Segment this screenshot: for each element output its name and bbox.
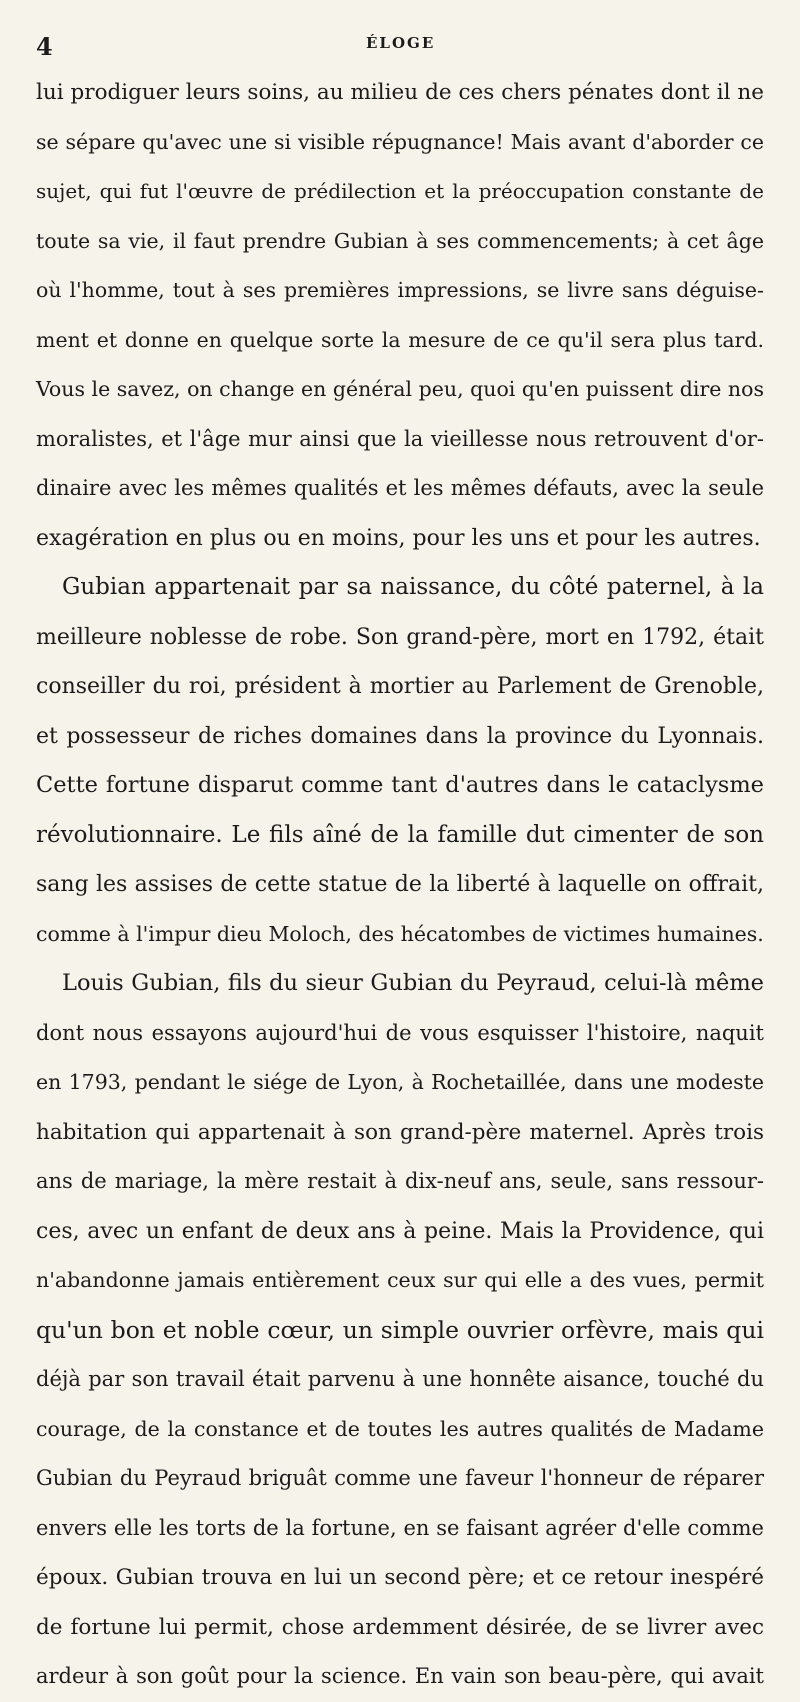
text-line: Cette fortune disparut comme tant d'autres dans le cataclysme [36, 772, 764, 798]
running-title: ÉLOGE [366, 34, 436, 52]
text-line: envers elle les torts de la fortune, en se faisant agréer d'elle comme [36, 1515, 764, 1540]
text-line: meilleure noblesse de robe. Son grand-père, mort en 1792, était [36, 624, 764, 650]
text-line: ans de mariage, la mère restait à dix-neuf ans, seule, sans ressour- [36, 1169, 764, 1193]
text-line: toute sa vie, il faut prendre Gubian à ses commencements; à cet âge [36, 228, 764, 253]
paragraph [36, 68, 764, 563]
text-line: et possesseur de riches domaines dans la province du Lyonnais. [36, 723, 764, 749]
text-line: ces, avec un enfant de deux ans à peine. Mais la Providence, qui [36, 1218, 764, 1244]
text-line: de fortune lui permit, chose ardemment désirée, de se livrer avec [36, 1614, 764, 1640]
text-line: déjà par son travail était parvenu à une honnête aisance, touché du [36, 1367, 764, 1391]
text-line: Vous le savez, on change en général peu, quoi qu'en puissent dire nos [36, 377, 764, 401]
text-line: habitation qui appartenait à son grand-père maternel. Après trois [36, 1119, 764, 1145]
text-line: dinaire avec les mêmes qualités et les mêmes défauts, avec la seule [36, 476, 764, 500]
page-header [36, 28, 764, 62]
text-line: sujet, qui fut l'œuvre de prédilection et la préoccupation constante de [36, 179, 764, 203]
text-line: Gubian appartenait par sa naissance, du côté paternel, à la [62, 574, 764, 600]
text-line: dont nous essayons aujourd'hui de vous esquisser l'histoire, naquit [36, 1020, 764, 1045]
text-line: époux. Gubian trouva en lui un second père; et ce retour inespéré [36, 1565, 764, 1590]
text-line: Gubian du Peyraud briguât comme une faveur l'honneur de réparer [36, 1466, 764, 1490]
text-line: où l'homme, tout à ses premières impressions, se livre sans déguise- [36, 278, 764, 302]
text-line: Louis Gubian, fils du sieur Gubian du Peyraud, celui-là même [62, 970, 764, 996]
text-line: courage, de la constance et de toutes les autres qualités de Madame [36, 1416, 764, 1441]
text-line: comme à l'impur dieu Moloch, des hécatombes de victimes humaines. [36, 921, 764, 946]
paragraph [36, 563, 764, 959]
paragraph [36, 959, 764, 1702]
text-line: ment et donne en quelque sorte la mesure de ce qu'il sera plus tard. [36, 327, 764, 352]
page-number: 4 [36, 32, 53, 61]
text-line: révolutionnaire. Le fils aîné de la famille dut cimenter de son [36, 821, 764, 848]
text-line: moralistes, et l'âge mur ainsi que la vieillesse nous retrouvent d'or- [36, 426, 764, 451]
text-line: n'abandonne jamais entièrement ceux sur qui elle a des vues, permit [36, 1268, 764, 1292]
text-line: ardeur à son goût pour la science. En vain son beau-père, qui avait [36, 1664, 764, 1688]
text-line: qu'un bon et noble cœur, un simple ouvrier orfèvre, mais qui [36, 1315, 764, 1344]
body-text [36, 68, 764, 1702]
text-line: se sépare qu'avec une si visible répugnance! Mais avant d'aborder ce [36, 129, 764, 154]
text-line: lui prodiguer leurs soins, au milieu de ces chers pénates dont il ne [36, 80, 764, 105]
text-line: sang les assises de cette statue de la liberté à laquelle on offrait, [36, 872, 764, 897]
text-line: conseiller du roi, président à mortier au Parlement de Grenoble, [36, 674, 764, 699]
text-line: en 1793, pendant le siége de Lyon, à Rochetaillée, dans une modeste [36, 1070, 764, 1094]
text-line: exagération en plus ou en moins, pour les uns et pour les autres. [36, 525, 761, 551]
